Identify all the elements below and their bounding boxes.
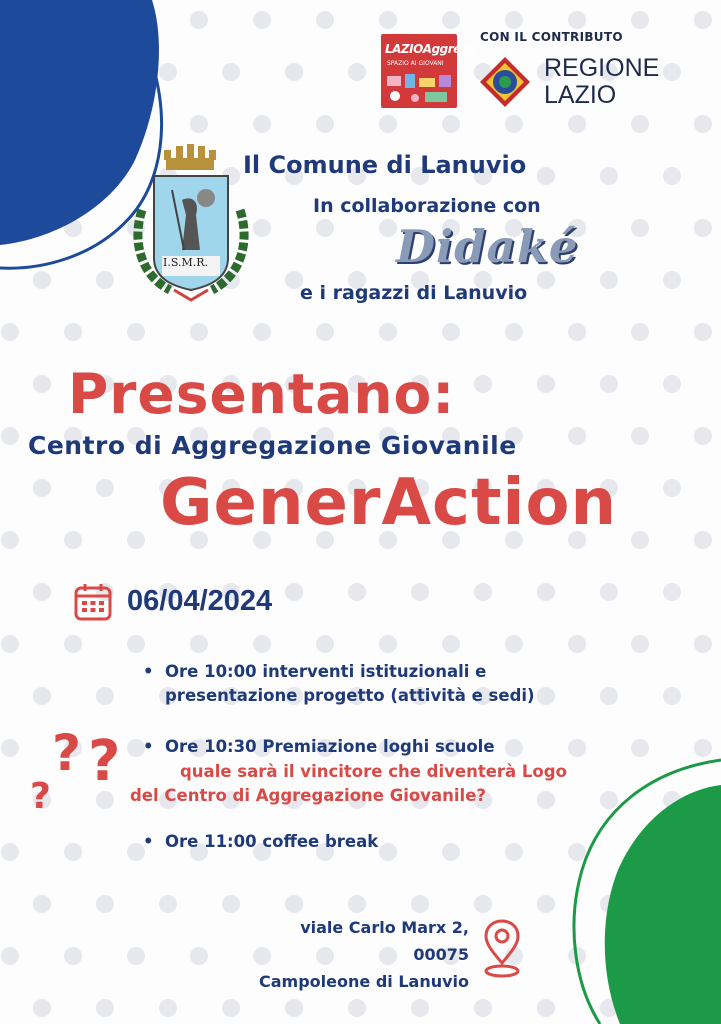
background-dot (33, 375, 51, 393)
background-dot (411, 999, 429, 1017)
background-dot (568, 843, 586, 861)
background-dot (505, 635, 523, 653)
background-dot (379, 115, 397, 133)
background-dot (222, 63, 240, 81)
background-dot (505, 115, 523, 133)
background-dot (600, 167, 618, 185)
background-dot (663, 375, 681, 393)
logo-question-line1: quale sarà il vincitore che diventerà Logo (180, 762, 567, 781)
emblem-motto: I.S.M.R. (163, 256, 209, 269)
background-dot (694, 11, 712, 29)
background-dot (316, 947, 334, 965)
background-dot (96, 999, 114, 1017)
background-dot (253, 115, 271, 133)
background-dot (64, 323, 82, 341)
background-dot (600, 271, 618, 289)
background-dot (316, 115, 334, 133)
program-item-1 (143, 660, 535, 708)
background-dot (631, 531, 649, 549)
background-dot (537, 999, 555, 1017)
background-dot (537, 895, 555, 913)
background-dot (694, 635, 712, 653)
regione-lazio-wordmark (544, 55, 659, 109)
lazio-aggrega-title: LAZIOAggrega (385, 42, 477, 56)
program-item-1-line2: presentazione progetto (attività e sedi) (165, 686, 535, 705)
background-dot (694, 323, 712, 341)
bullet-dot: • (143, 662, 154, 681)
background-dot (159, 999, 177, 1017)
background-dot (631, 323, 649, 341)
ragazzi-text: e i ragazzi di Lanuvio (300, 282, 528, 304)
svg-text:?: ? (52, 724, 82, 782)
program-item-2-line1: Ore 10:30 Premiazione loghi scuole (165, 737, 495, 756)
background-dot (537, 271, 555, 289)
background-dot (33, 271, 51, 289)
background-dot (1, 427, 19, 445)
background-dot (316, 323, 334, 341)
background-dot (505, 843, 523, 861)
background-dot (379, 843, 397, 861)
collaboration-text: In collaborazione con (313, 195, 541, 217)
background-dot (285, 999, 303, 1017)
background-dot (190, 947, 208, 965)
bullet-dot: • (143, 737, 154, 756)
crown-shape (164, 144, 216, 170)
background-dot (568, 115, 586, 133)
background-dot (64, 531, 82, 549)
background-dot (379, 323, 397, 341)
background-dot (159, 63, 177, 81)
background-dot (474, 999, 492, 1017)
background-dot (253, 11, 271, 29)
background-dot (537, 791, 555, 809)
background-dot (568, 739, 586, 757)
background-dot (474, 375, 492, 393)
question-marks-icon (28, 718, 134, 817)
background-dot (663, 479, 681, 497)
program-item-3 (143, 830, 379, 854)
background-dot (694, 531, 712, 549)
background-dot (537, 167, 555, 185)
background-dot (631, 739, 649, 757)
background-dot (537, 687, 555, 705)
background-dot (694, 739, 712, 757)
centro-subtitle: Centro di Aggregazione Giovanile (28, 431, 517, 460)
contributo-label: CON IL CONTRIBUTO (480, 30, 623, 44)
background-dot (64, 947, 82, 965)
background-dot (631, 11, 649, 29)
calendar-icon (74, 583, 112, 621)
background-dot (316, 219, 334, 237)
presentano-heading: Presentano: (68, 362, 456, 426)
background-dot (663, 167, 681, 185)
comune-heading: Il Comune di Lanuvio (243, 151, 527, 179)
background-dot (474, 583, 492, 601)
lazio-aggrega-illustration (381, 72, 457, 108)
background-dot (1, 635, 19, 653)
svg-text:?: ? (88, 729, 121, 794)
background-dot (1, 531, 19, 549)
background-dot (663, 63, 681, 81)
background-dot (285, 583, 303, 601)
regione-line: REGIONE (544, 54, 660, 82)
background-dot (33, 479, 51, 497)
background-dot (694, 219, 712, 237)
regione-lazio-crest-icon (478, 55, 532, 109)
background-dot (568, 635, 586, 653)
green-blob-shape (605, 785, 721, 1024)
background-dot (411, 895, 429, 913)
lazio-aggrega-logo (381, 34, 477, 108)
background-dot (33, 687, 51, 705)
location-pin-icon (482, 919, 522, 981)
background-dot (442, 323, 460, 341)
background-dot (348, 895, 366, 913)
background-dot (568, 323, 586, 341)
lazio-aggrega-subtitle: SPAZIO AI GIOVANI (387, 60, 444, 67)
generaction-title: GenerAction (160, 466, 617, 540)
background-dot (694, 115, 712, 133)
background-dot (33, 583, 51, 601)
background-dot (348, 999, 366, 1017)
background-dot (1, 843, 19, 861)
background-dot (694, 427, 712, 445)
address-town: Campoleone di Lanuvio (259, 972, 469, 991)
background-dot (348, 583, 366, 601)
background-dot (505, 739, 523, 757)
background-dot (568, 427, 586, 445)
address-street: viale Carlo Marx 2, (300, 918, 469, 937)
background-dot (631, 115, 649, 133)
program-item-2 (143, 735, 495, 759)
background-dot (505, 11, 523, 29)
background-dot (96, 687, 114, 705)
background-dot (442, 115, 460, 133)
background-dot (190, 115, 208, 133)
background-dot (1, 739, 19, 757)
address-postcode: 00075 (413, 945, 469, 964)
background-dot (127, 323, 145, 341)
background-dot (631, 635, 649, 653)
background-dot (285, 895, 303, 913)
background-dot (663, 687, 681, 705)
background-dot (600, 791, 618, 809)
background-dot (64, 843, 82, 861)
background-dot (64, 635, 82, 653)
background-dot (316, 11, 334, 29)
background-dot (568, 11, 586, 29)
background-dot (663, 583, 681, 601)
background-dot (379, 219, 397, 237)
background-dot (253, 635, 271, 653)
lazio-line: LAZIO (544, 81, 617, 109)
background-dot (474, 895, 492, 913)
background-dot (600, 583, 618, 601)
background-dot (190, 635, 208, 653)
background-dot (1, 323, 19, 341)
background-dot (442, 843, 460, 861)
background-dot (159, 895, 177, 913)
background-dot (600, 375, 618, 393)
background-dot (442, 11, 460, 29)
background-dot (537, 583, 555, 601)
background-dot (33, 895, 51, 913)
background-dot (631, 219, 649, 237)
background-dot (379, 635, 397, 653)
background-dot (600, 687, 618, 705)
background-dot (442, 635, 460, 653)
background-dot (127, 635, 145, 653)
background-dot (348, 63, 366, 81)
background-dot (96, 271, 114, 289)
background-dot (33, 999, 51, 1017)
lanuvio-coat-of-arms-icon (122, 140, 260, 310)
logo-question-line2: del Centro di Aggregazione Giovanile? (130, 786, 486, 805)
bullet-dot: • (143, 832, 154, 851)
background-dot (190, 323, 208, 341)
background-dot (253, 947, 271, 965)
background-dot (96, 479, 114, 497)
program-item-1-line1: Ore 10:00 interventi istituzionali e (165, 662, 487, 681)
program-item-3-text: Ore 11:00 coffee break (165, 832, 379, 851)
background-dot (316, 635, 334, 653)
background-dot (537, 375, 555, 393)
svg-text:?: ? (30, 776, 51, 817)
background-dot (253, 323, 271, 341)
background-dot (1, 947, 19, 965)
background-dot (379, 947, 397, 965)
background-dot (285, 63, 303, 81)
background-dot (222, 999, 240, 1017)
background-dot (127, 947, 145, 965)
background-dot (222, 895, 240, 913)
background-dot (505, 323, 523, 341)
background-dot (127, 531, 145, 549)
event-date: 06/04/2024 (127, 585, 273, 617)
background-dot (663, 271, 681, 289)
background-dot (411, 583, 429, 601)
background-dot (96, 895, 114, 913)
background-dot (631, 427, 649, 445)
background-dot (190, 11, 208, 29)
didake-logo: Didaké (396, 220, 579, 273)
background-dot (379, 11, 397, 29)
